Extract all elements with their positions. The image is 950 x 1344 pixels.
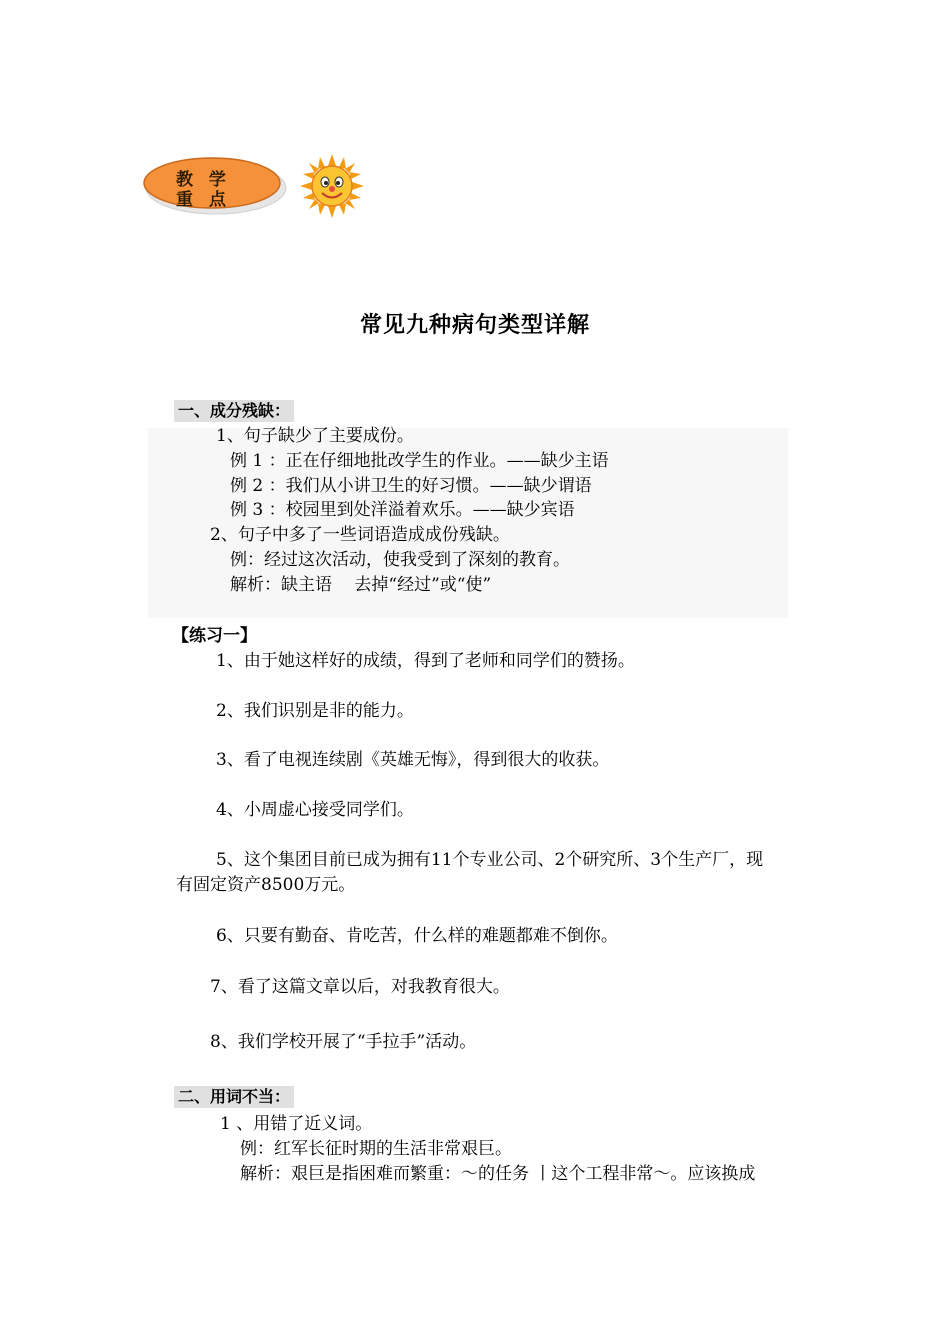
section1-line: 例：经过这次活动，使我受到了深刻的教育。 bbox=[230, 550, 570, 570]
section1-line: 例 3 ：校园里到处洋溢着欢乐。——缺少宾语 bbox=[230, 500, 575, 520]
exercise-item: 5、这个集团目前已成为拥有11个专业公司、2个研究所、3个生产厂，现 bbox=[216, 850, 764, 870]
section1-line: 2、句子中多了一些词语造成成份残缺。 bbox=[210, 525, 510, 545]
smiling-sun-icon bbox=[300, 154, 364, 218]
section2-line: 例：红军长征时期的生活非常艰巨。 bbox=[240, 1139, 512, 1159]
exercise-item: 1、由于她这样好的成绩，得到了老师和同学们的赞扬。 bbox=[216, 651, 635, 671]
page-title: 常见九种病句类型详解 bbox=[359, 313, 590, 338]
badge-label: 教 学 重 点 bbox=[176, 170, 231, 210]
exercise-item: 有固定资产8500万元。 bbox=[176, 875, 356, 895]
exercise-item: 6、只要有勤奋、肯吃苦，什么样的难题都难不倒你。 bbox=[216, 926, 618, 946]
exercise-item: 2、我们识别是非的能力。 bbox=[216, 701, 414, 721]
section1-line: 解析：缺主语 去掉“经过”或“使” bbox=[230, 575, 492, 595]
section2-line: 解析：艰巨是指困难而繁重：～的任务 丨这个工程非常～。应该换成 bbox=[240, 1164, 756, 1184]
exercise-item: 3、看了电视连续剧《英雄无悔》，得到很大的收获。 bbox=[216, 750, 610, 770]
teaching-focus-badge bbox=[140, 154, 288, 216]
section1-line: 例 2 ：我们从小讲卫生的好习惯。——缺少谓语 bbox=[230, 476, 592, 496]
section-heading-wrong-word-usage: 二、用词不当： bbox=[174, 1086, 294, 1108]
exercise-item: 7、看了这篇文章以后，对我教育很大。 bbox=[210, 977, 510, 997]
section2-line: 1 、用错了近义词。 bbox=[220, 1114, 373, 1134]
exercise-item: 8、我们学校开展了“手拉手”活动。 bbox=[210, 1032, 477, 1052]
section1-line: 1、句子缺少了主要成份。 bbox=[216, 426, 414, 446]
section1-line: 例 1 ：正在仔细地批改学生的作业。——缺少主语 bbox=[230, 451, 609, 471]
exercise-item: 4、小周虚心接受同学们。 bbox=[216, 800, 414, 820]
exercise-label: 【练习一】 bbox=[172, 626, 257, 646]
section-heading-incomplete-components: 一、成分残缺： bbox=[174, 400, 294, 422]
